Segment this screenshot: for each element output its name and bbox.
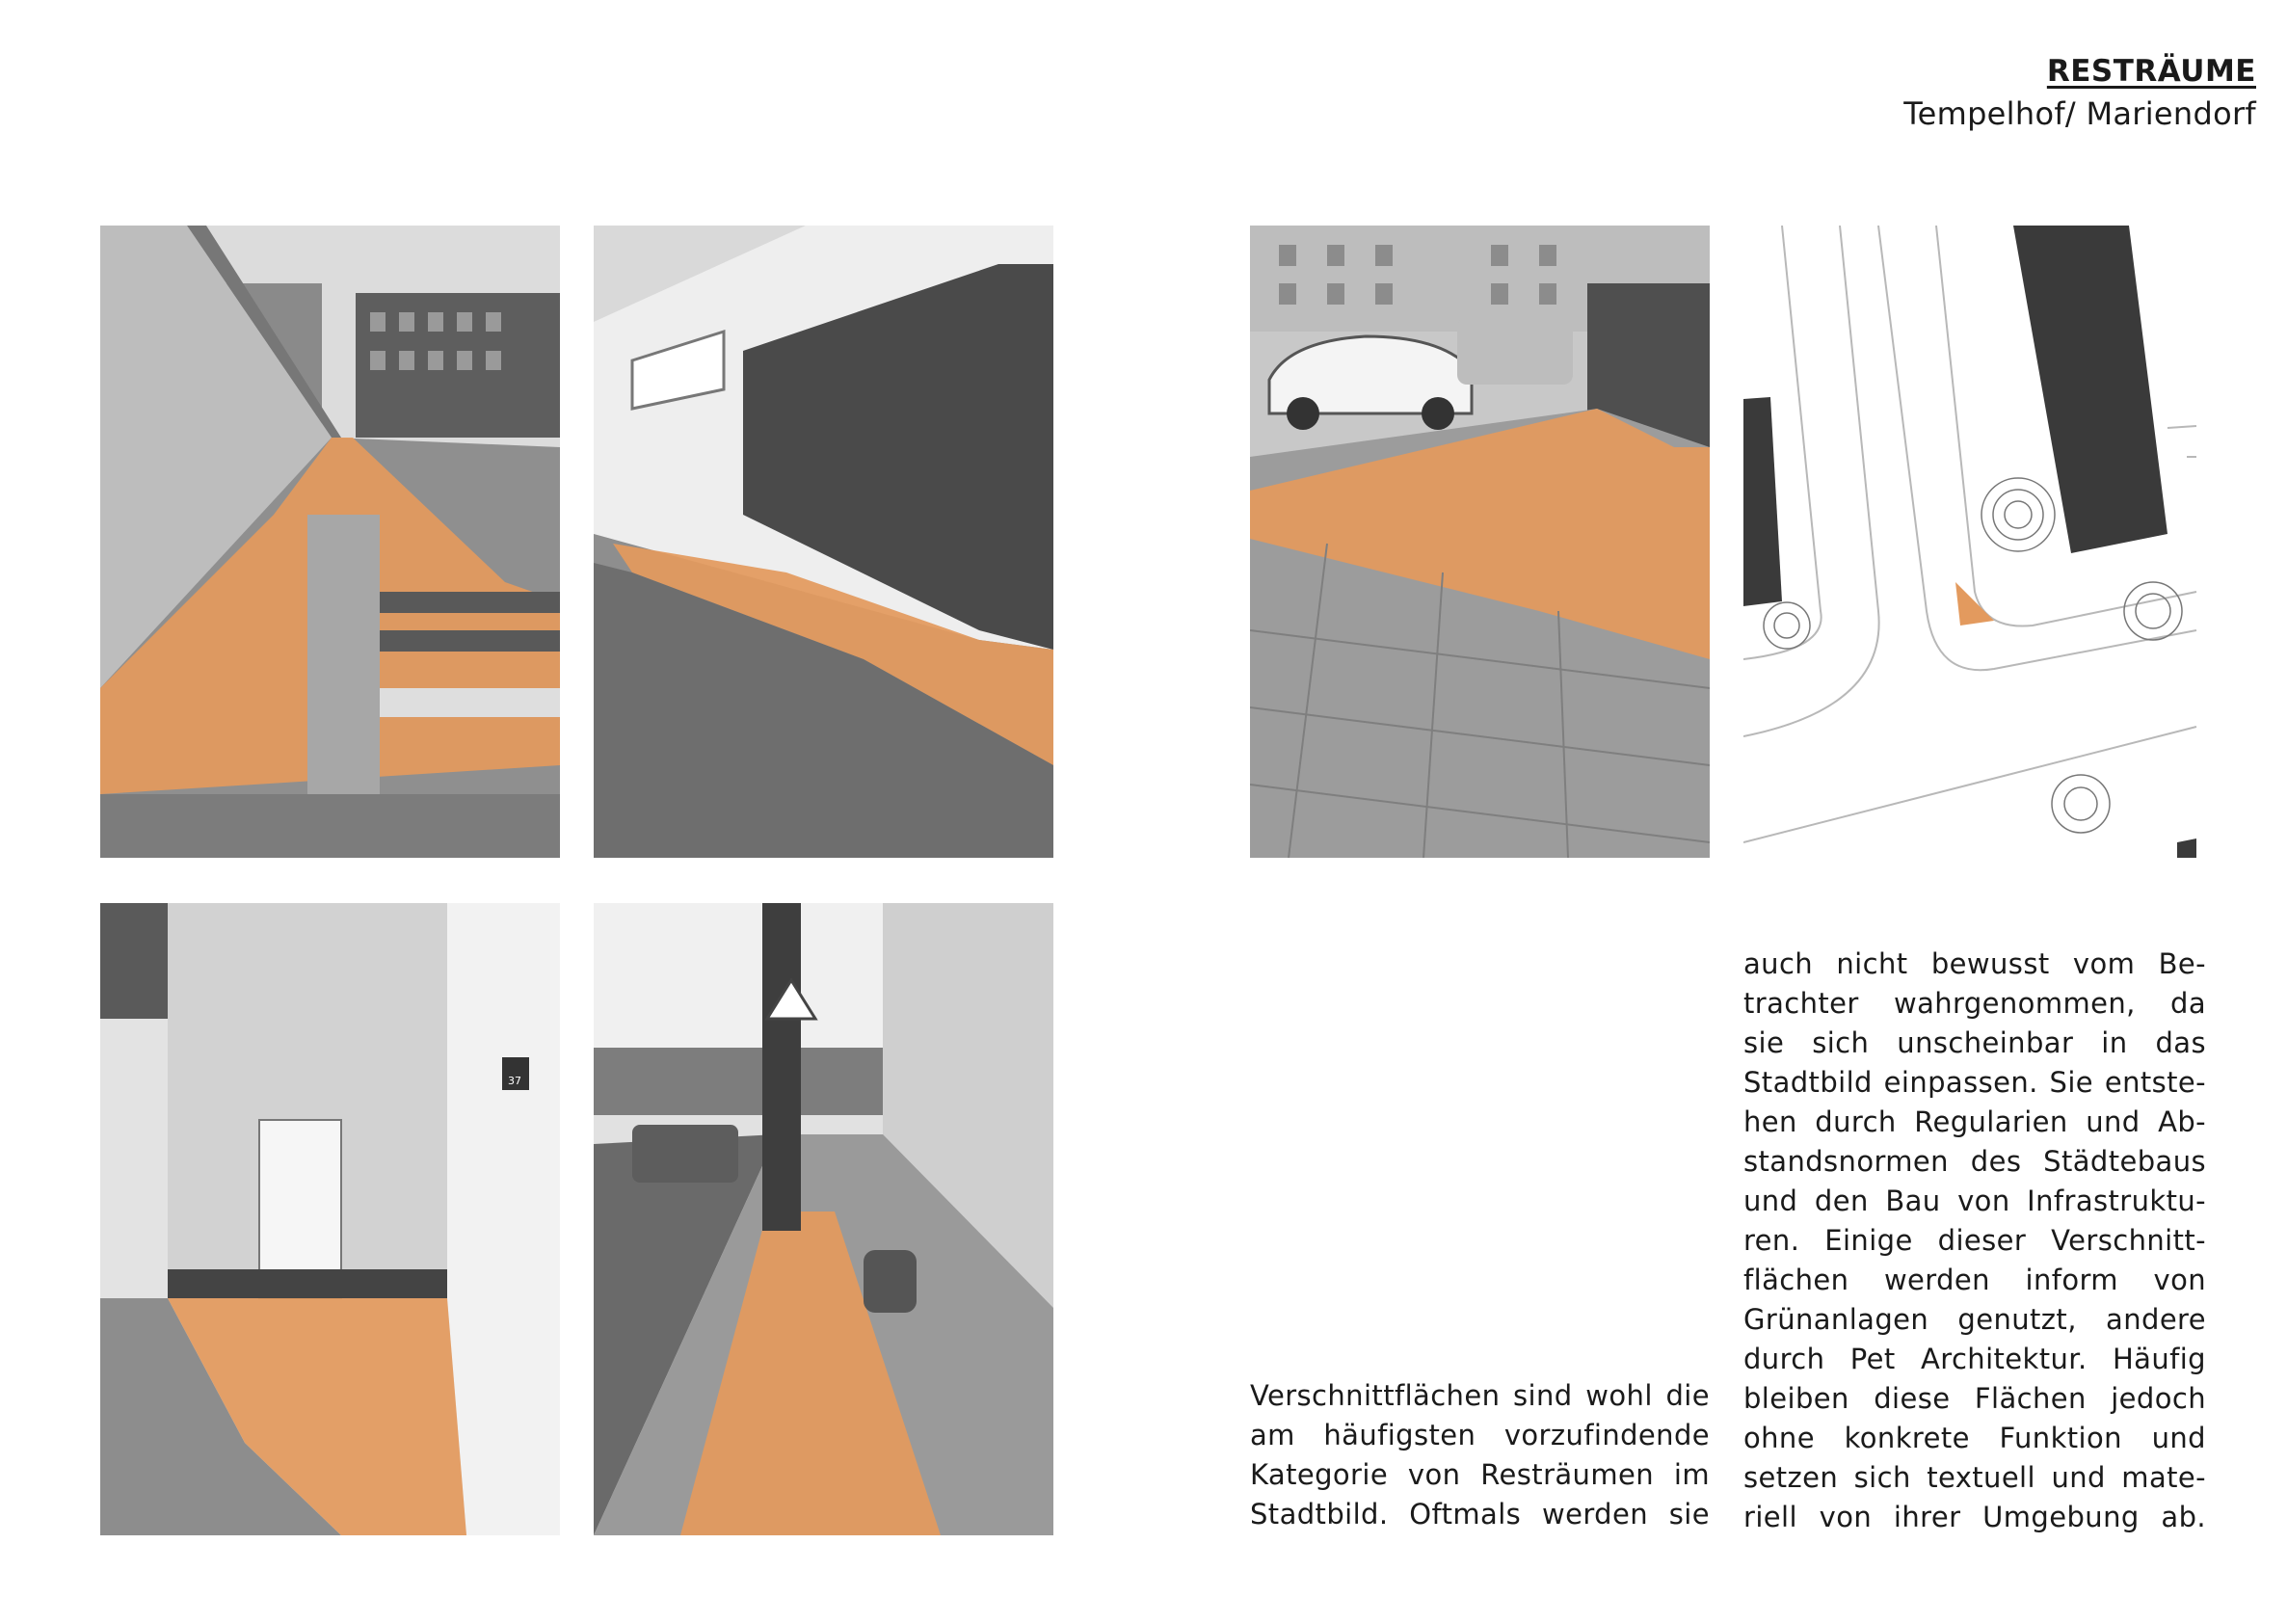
page-subtitle: Tempelhof/ Mariendorf: [1903, 95, 2256, 132]
photo-wall-footpath: [100, 226, 560, 858]
page-header: [1903, 52, 2256, 137]
house-number-sign: 37: [508, 1075, 521, 1087]
text-line: Kategorie von Resträumen im: [1250, 1458, 1710, 1491]
photo-door-courtyard: [100, 903, 560, 1535]
text-line: ohne konkrete Funktion und: [1743, 1422, 2206, 1454]
text-line: riell von ihrer Umgebung ab.: [1743, 1501, 2206, 1533]
text-line: standsnormen des Städtebaus: [1743, 1145, 2206, 1178]
site-plan-drawing: [1743, 226, 2206, 858]
photo-street-corner-cars: [1250, 226, 1710, 858]
text-line: auch nicht bewusst vom Be-: [1743, 947, 2206, 980]
text-line: am häufigsten vorzufindende: [1250, 1419, 1710, 1451]
text-line: Stadtbild einpassen. Sie entste-: [1743, 1066, 2206, 1099]
text-line: durch Pet Architektur. Häufig: [1743, 1343, 2206, 1375]
body-text-column-2: [1743, 945, 2206, 1537]
text-line: und den Bau von Infrastruktu-: [1743, 1185, 2206, 1217]
text-line: hen durch Regularien und Ab-: [1743, 1105, 2206, 1138]
photo-facade-shutter: [594, 226, 1053, 858]
text-line: sie sich unscheinbar in das: [1743, 1026, 2206, 1059]
text-line: setzen sich textuell und mate-: [1743, 1461, 2206, 1494]
page-title: RESTRÄUME: [2046, 54, 2256, 89]
text-line: ren. Einige dieser Verschnitt-: [1743, 1224, 2206, 1257]
text-line: bleiben diese Flächen jedoch: [1743, 1382, 2206, 1415]
text-line: flächen werden inform von: [1743, 1264, 2206, 1296]
text-line: trachter wahrgenommen, da: [1743, 987, 2206, 1020]
text-line: Stadtbild. Oftmals werden sie: [1250, 1498, 1710, 1531]
body-text-column-1: [1250, 1376, 1710, 1534]
text-line: Verschnittflächen sind wohl die: [1250, 1379, 1710, 1412]
photo-tree-sidewalk: [594, 903, 1053, 1535]
text-line: Grünanlagen genutzt, andere: [1743, 1303, 2206, 1336]
